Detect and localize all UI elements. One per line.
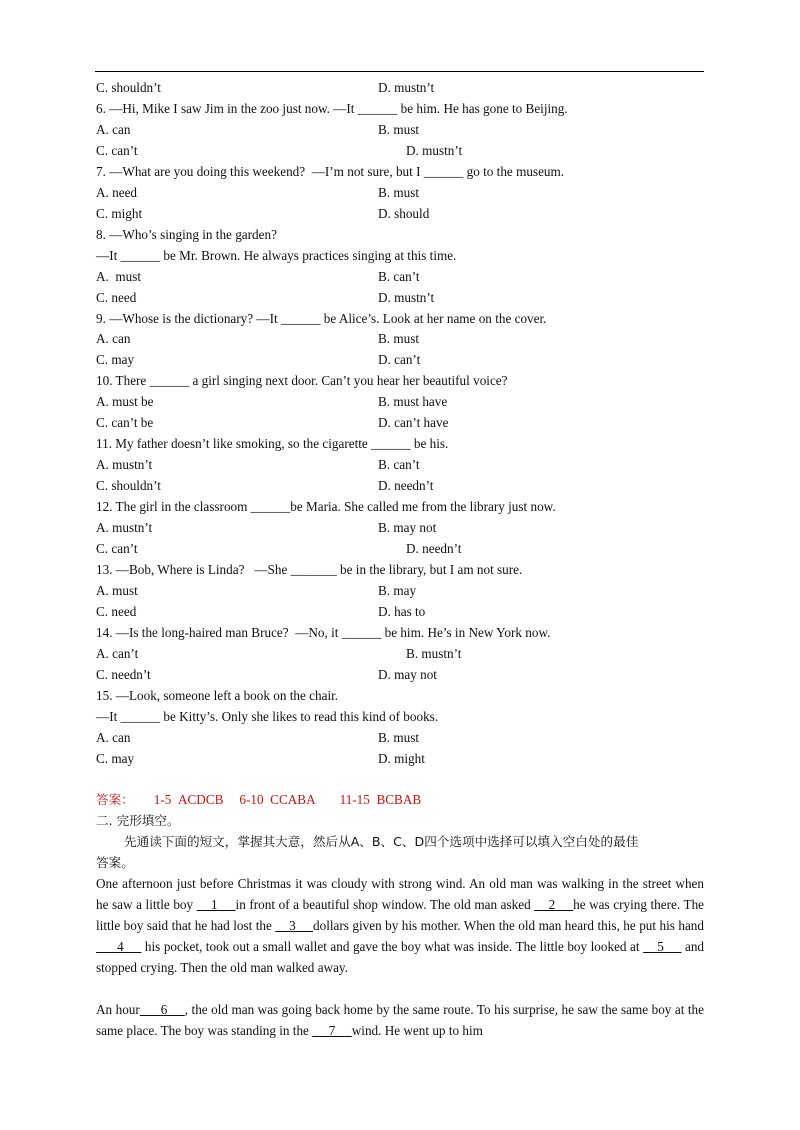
blank-1[interactable]: 1	[196, 897, 236, 912]
question-stem-line2: —It ______ be Mr. Brown. He always practices singing at this time.	[96, 248, 457, 263]
answer-range-2: 6-10 CCABA	[239, 792, 316, 807]
blank-6[interactable]: 6	[139, 1002, 185, 1017]
blank-4[interactable]: 4	[96, 939, 142, 954]
option-b: B. must	[378, 122, 420, 137]
option-b: B. may not	[378, 520, 437, 535]
question-stem: 15. —Look, someone left a book on the chair.	[96, 688, 339, 703]
option-d: D. might	[378, 751, 425, 766]
option-d: D. has to	[378, 604, 426, 619]
answer-range-3: 11-15 BCBAB	[339, 792, 422, 807]
question-stem: 9. —Whose is the dictionary? —It ______ be Alice’s. Look at her name on the cover.	[96, 311, 547, 326]
blank-3[interactable]: 3	[275, 918, 314, 933]
option-c: C. may	[96, 751, 135, 766]
option-b: B. mustn’t	[406, 646, 462, 661]
option-a: A. must be	[96, 394, 154, 409]
passage-paragraph-1: One afternoon just before Christmas it was cloudy with strong wind. An old man was walking in the street when he saw a little boy 1 in front of a beautiful shop window. The old man asked 2 he was crying there. The little boy said that he had lost the 3 dollars given by his mother. When the old man heard this, he put his hand 4 his pocket, took out a small wallet and gave the boy what was inside. The little boy looked at 5 and stopped crying. Then the old man walked away.	[96, 876, 705, 975]
answer-range-1: 1-5 ACDCB	[153, 792, 224, 807]
option-d: D. can’t	[378, 352, 421, 367]
option-c: C. might	[96, 206, 143, 221]
answer-label: 答案：	[96, 792, 134, 807]
option-a: A. mustn’t	[96, 457, 153, 472]
question-stem: 7. —What are you doing this weekend? —I’m not sure, but I ______ go to the museum.	[96, 164, 565, 179]
option-a: A. must	[96, 269, 142, 284]
option-b: B. may	[378, 583, 417, 598]
top-divider	[95, 71, 704, 72]
q5-option-d: D. mustn’t	[378, 80, 435, 95]
option-d: D. should	[378, 206, 430, 221]
option-b: B. must	[378, 331, 420, 346]
question-stem: 10. There ______ a girl singing next door. Can’t you hear her beautiful voice?	[96, 373, 508, 388]
blank-7[interactable]: 7	[312, 1023, 352, 1038]
option-a: A. mustn’t	[96, 520, 153, 535]
option-a: A. can	[96, 730, 131, 745]
option-b: B. must	[378, 730, 420, 745]
question-stem: 11. My father doesn’t like smoking, so the cigarette ______ be his.	[96, 436, 449, 451]
passage-paragraph-2: An hour 6 , the old man was going back home by the same route. To his surprise, he saw the same boy at the same place. The boy was standing in the 7 wind. He went up to him	[96, 1002, 704, 1038]
section-instruction-cont: 答案。	[96, 855, 134, 870]
option-d: D. mustn’t	[378, 290, 435, 305]
option-c: C. needn’t	[96, 667, 151, 682]
option-b: B. must	[378, 185, 420, 200]
option-a: A. can	[96, 331, 131, 346]
option-c: C. can’t	[96, 143, 138, 158]
question-stem: 12. The girl in the classroom ______be Maria. She called me from the library just now.	[96, 499, 556, 514]
option-d: D. can’t have	[378, 415, 449, 430]
option-c: C. may	[96, 352, 135, 367]
option-d: D. needn’t	[406, 541, 462, 556]
section-instruction: 先通读下面的短文，掌握其大意，然后从A、B、C、D四个选项中选择可以填入空白处的最佳	[124, 834, 639, 849]
section-heading: 二. 完形填空。	[96, 813, 180, 828]
option-c: C. need	[96, 290, 137, 305]
option-b: B. can’t	[378, 269, 420, 284]
option-a: A. need	[96, 185, 138, 200]
option-a: A. can’t	[96, 646, 139, 661]
question-stem-line2: —It ______ be Kitty’s. Only she likes to read this kind of books.	[96, 709, 439, 724]
question-stem: 8. —Who’s singing in the garden?	[96, 227, 277, 242]
option-a: A. can	[96, 122, 131, 137]
option-b: B. must have	[378, 394, 448, 409]
q5-option-c: C. shouldn’t	[96, 80, 161, 95]
option-c: C. can’t be	[96, 415, 154, 430]
option-d: D. needn’t	[378, 478, 434, 493]
question-stem: 13. —Bob, Where is Linda? —She _______ be in the library, but I am not sure.	[96, 562, 523, 577]
blank-5[interactable]: 5	[643, 939, 682, 954]
question-stem: 14. —Is the long-haired man Bruce? —No, it ______ be him. He’s in New York now.	[96, 625, 551, 640]
blank-2[interactable]: 2	[534, 897, 574, 912]
option-c: C. shouldn’t	[96, 478, 161, 493]
option-c: C. need	[96, 604, 137, 619]
question-stem: 6. —Hi, Mike I saw Jim in the zoo just now. —It ______ be him. He has gone to Beijing.	[96, 101, 568, 116]
option-a: A. must	[96, 583, 138, 598]
option-d: D. mustn’t	[406, 143, 463, 158]
option-c: C. can’t	[96, 541, 138, 556]
option-d: D. may not	[378, 667, 437, 682]
answer-key	[96, 792, 421, 808]
option-b: B. can’t	[378, 457, 420, 472]
